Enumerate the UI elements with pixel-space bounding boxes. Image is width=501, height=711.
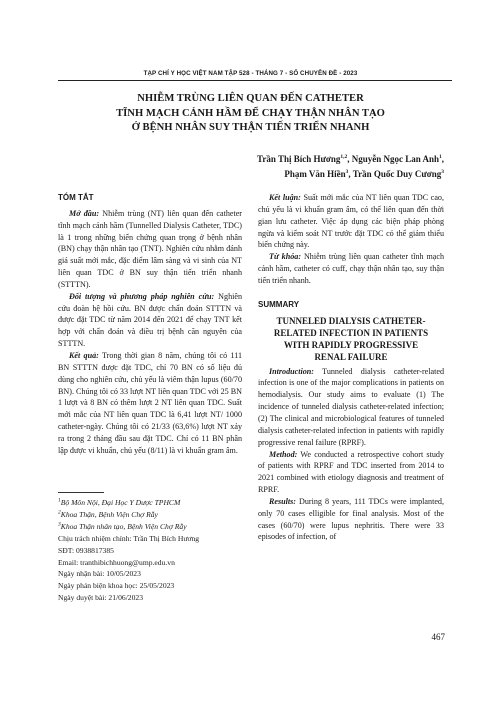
date-accepted: Ngày duyệt bài: 21/06/2023 (58, 593, 143, 603)
date-reviewed: Ngày phản biện khoa học: 25/05/2023 (58, 581, 175, 591)
page-number: 467 (431, 632, 445, 642)
affiliation-3: $^3$Khoa Thận nhân tạo, Bệnh Viện Chợ Rẫy (58, 521, 187, 531)
title-line: NHIỄM TRÙNG LIÊN QUAN ĐẾN CATHETER (137, 93, 364, 104)
date-received: Ngày nhận bài: 10/05/2023 (58, 569, 141, 579)
english-title-line: RENAL FAILURE (314, 351, 388, 362)
paragraph-text: During 8 years, 111 TDCs were implanted, only 70 cases elligible for final analysis. Most of the cases (60/70) were lupus nephritis. There were 33 episodes of infection, of (258, 496, 444, 542)
author-name: Trần Quốc Duy Cương (352, 169, 442, 179)
paragraph-text: Trong thời gian 8 năm, chúng tôi có 111 BN STTTN được đặt TDC, chỉ 70 BN có số liệu đủ dùng cho nghiên cứu, chủ yếu là viêm thận lupus (60/70 BN). Chúng tôi có 33 lượt NT liên quan TDC với 25 BN 1 lượt và 8 BN có thêm lượt 2 NT liên quan TDC. Suất mới mắc của NT liên quan TDC là 6,41 lượt NT/ 1000 catheter-ngày. Chúng tôi có 21/33 (63,6%) lượt NT xảy ra trong 2 tháng đầu sau đặt TDC. Chỉ có 11 BN phân lập được vi khuẩn, chủ yếu (8/11) là vi khuẩn gram âm. (58, 350, 242, 455)
paragraph-label: Introduction: (269, 366, 314, 376)
summary-paragraph-introduction (258, 366, 444, 449)
summary-paragraph-results (258, 496, 444, 543)
summary-heading: SUMMARY (258, 299, 300, 309)
header-rule (58, 80, 452, 81)
abstract-paragraph-intro (58, 208, 242, 291)
english-title-line: WITH RAPIDLY PROGRESSIVE (283, 339, 419, 350)
english-title-line: TUNNELED DIALYSIS CATHETER- (276, 315, 426, 326)
author-affiliation-mark: 3 (441, 169, 444, 175)
paragraph-label: Kết quả: (69, 350, 99, 360)
abstract-keywords (258, 251, 444, 287)
title-line: Ở BỆNH NHÂN SUY THẬN TIẾN TRIỂN NHANH (131, 122, 370, 133)
paragraph-label: Đối tượng và phương pháp nghiên cứu: (69, 291, 215, 301)
corresponding-author: Chịu trách nhiệm chính: Trần Thị Bích Hương (58, 533, 200, 543)
summary-paragraph-method (258, 449, 444, 496)
journal-header: TẠP CHÍ Y HỌC VIỆT NAM TẬP 528 - THÁNG 7 - SỐ CHUYÊN ĐỀ - 2023 (143, 70, 358, 77)
author-name: Trần Thị Bích Hương (257, 154, 341, 164)
abstract-paragraph-results (58, 350, 242, 457)
footnote-rule (58, 492, 104, 493)
author-affiliation-mark: 1,2 (340, 154, 348, 160)
right-column (258, 192, 444, 543)
left-column (58, 192, 242, 457)
affiliation-1: $^1$Bộ Môn Nội, Đại Học Y Dược TPHCM (58, 497, 181, 507)
author-name: Phạm Văn Hiền (284, 169, 346, 179)
paragraph-text: Suất mới mắc của NT liên quan TDC cao, chủ yếu là vi khuẩn gram âm, có thể liên quan đến thời gian lưu catheter. Việc áp dụng các biện pháp phòng ngừa và kiểm soát NT trước đặt TDC có thể giảm thiểu biến chứng này. (258, 193, 444, 250)
abstract-paragraph-methods (58, 291, 242, 350)
paragraph-label: Method: (269, 449, 298, 459)
paragraph-text: Nghiên cứu đoàn hệ hồi cứu. BN được chẩn đoán STTTN và được đặt TDC từ năm 2014 đến 2021 để chạy TNT kết hợp với chẩn đoán và điều trị bệnh căn nguyên của STTTN. (58, 291, 242, 349)
paragraph-text: We conducted a retrospective cohort study of patients with RPRF and TDC inserted from 2014 to 2021 combined with etiology diagnosis and treatment of RPRF. (258, 449, 444, 495)
paragraph-text: Nhiễm trùng liên quan catheter tĩnh mạch cảnh hầm, catheter có cuff, chạy thận nhân tạo, suy thận tiến triển nhanh. (258, 252, 445, 285)
abstract-heading: TÓM TẮT (58, 193, 94, 202)
english-title (258, 315, 444, 363)
paragraph-text: Tunneled dialysis catheter-related infection is one of the major complications in patients on hemodialysis. Our study aims to evaluate (1) The incidence of tunneled dialysis catheter-related infection; (2) The clinical and microbiological features of tunneled dialysis catheter-related infection in patients with rapidly progressive renal failure (RPRF). (258, 366, 444, 447)
title-line: TĨNH MẠCH CẢNH HẦM ĐỂ CHẠY THẬN NHÂN TẠO (116, 107, 385, 119)
footnotes (58, 497, 244, 604)
abstract-paragraph-conclusion (258, 192, 444, 251)
author-list (257, 152, 444, 182)
author-line: Trần Thị Bích Hương$^{1,2}$, Nguyễn Ngọc Lan Anh$^1$, (257, 154, 444, 164)
paragraph-label: Từ khóa: (269, 252, 302, 262)
phone-number: SĐT: 0938817385 (58, 545, 114, 555)
author-affiliation-mark: 3 (345, 169, 349, 175)
paragraph-label: Kết luận: (269, 193, 301, 202)
author-name: Nguyễn Ngọc Lan Anh (351, 154, 439, 164)
paragraph-text: Nhiễm trùng (NT) liên quan đến catheter tĩnh mạch cảnh hầm (Tunnelled Dialysis Catheter, TDC) là 1 trong những biến chứng quan trọng ở bệnh nhân (BN) chạy thận nhân tạo (TNT). Nghiên cứu nhằm đánh giá suất mới mắc, đặc điểm lâm sàng và vi sinh của NT liên quan TDC ở BN suy thận tiến triển nhanh (STTTN). (58, 208, 242, 289)
paragraph-label: Results: (269, 496, 296, 506)
affiliation-2: $^2$Khoa Thận, Bệnh Viện Chợ Rẫy (58, 509, 158, 519)
author-line: Phạm Văn Hiền$^3$, Trần Quốc Duy Cương$^3$ (284, 169, 444, 179)
paragraph-label: Mở đầu: (69, 208, 100, 218)
author-affiliation-mark: 1 (439, 154, 442, 160)
email-address: Email: tranthibichhuong@ump.edu.vn (58, 557, 175, 567)
english-title-line: RELATED INFECTION IN PATIENTS (273, 327, 429, 338)
article-title (60, 92, 441, 136)
